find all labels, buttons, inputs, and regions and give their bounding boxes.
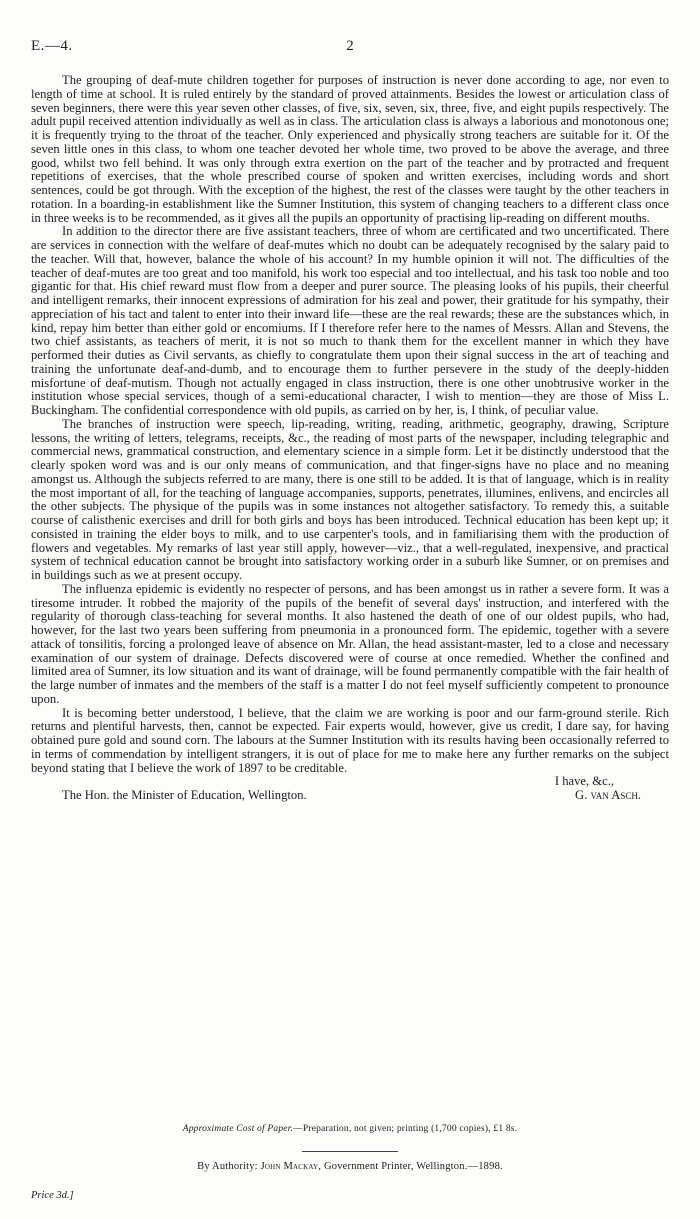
signature-initial: G. [575,788,591,802]
cost-detail: —Preparation, not given; printing (1,700 copies), £1 8s. [293,1124,518,1134]
price-note: Price 3d.] [31,1190,74,1201]
signature [575,789,641,803]
authority-prefix: By Authority: [197,1161,261,1172]
paragraph-instruction: The branches of instruction were speech, lip-reading, writing, reading, arithmetic, geography, drawing, Scripture lessons, the writing of letters, telegrams, receipts, &c., the reading of most parts of the newspaper, including telegraphic and commercial news, grammatical construction, and elementary science in a simple form. Let it be distinctly understood that the clearly spoken word was and is our only means of communication, and that finger-signs have no place and no meaning amongst us. Although the subjects referred to are many, there is one still to be added. It is that of language, which is in reality the most important of all, for the teaching of language accompanies, supports, penetrates, illumines, enlivens, and encircles all the other subjects. The physique of the pupils was in some instances not altogether satisfactory. To remedy this, a suitable course of calisthenic exercises and drill for both girls and boys has been introduced. Technical education has been kept up; it consisted in training the elder boys to milk, and to use carpenter's tools, and in familiarising them with the production of flowers and vegetables. My remarks of last year still apply, however—viz., that a well-regulated, inexpensive, and practical system of technical education cannot be brought into satisfactory working order in a suburb like Sumner, or on premises and in buildings such as we at present occupy. [31,416,669,582]
divider-rule [302,1151,398,1152]
report-body [31,74,669,804]
paragraph-grouping: The grouping of deaf-mute children together for purposes of instruction is never done according to age, nor even to length of time at school. It is ruled entirely by the standard of proved attainments. Besides the lowest or articulation class of seven beginners, there were this year seven other classes, of five, six, seven, six, three, five, and eight pupils respectively. The adult pupil received attention individually as well as in class. The articulation class is always a laborious and monotonous one; it is frequently trying to the throat of the teacher. Only experienced and physically strong teachers are suitable for it. Of the seven little ones in this class, to whom one teacher devoted her whole time, two proved to be above the average, and three good, whilst two fell behind. It was only through extra exertion on the part of the teacher and by protracted and frequent repetitions of exercises, that the whole prescribed course of spoken and written exercises, including words and short sentences, could be got through. With the exception of the highest, the rest of the classes were taught by the other teachers in rotation. In a boarding-in establishment like the Sumner Institution, this system of changing teachers to a different class once in three weeks is to be recommended, as it gives all the pupils an opportunity of practising lip-reading on different mouths. [31,73,669,225]
page-number: 2 [346,38,354,54]
printer-name: John Mackay [260,1161,319,1172]
cost-note [0,1124,700,1134]
closing-line: I have, &c., [554,774,614,789]
paragraph-conclusion: It is becoming better understood, I believe, that the claim we are working is poor and our farm-ground sterile. Rich returns and plentiful harvests, then, cannot be expected. Fair experts would, however, give us credit, I dare say, for having obtained pure gold and sound corn. The labours at the Sumner Institution with its results having been occasionally referred to in terms of commendation by intelligent strangers, it is out of place for me to make here any further remarks on the subject beyond stating that I believe the work of 1897 to be creditable. [31,705,669,775]
authority-suffix: , Government Printer, Wellington.—1898. [318,1161,503,1172]
page-header [31,38,669,60]
paragraph-teachers: In addition to the director there are five assistant teachers, three of whom are certificated and two uncertificated. There are services in connection with the welfare of deaf-mutes which no doubt can be adequately recognised by the salary paid to the teacher. Will that, however, balance the whole of his account? In my humble opinion it will not. The difficulties of the teacher of deaf-mutes are too great and too manifold, his work too especial and too intellectual, and his task too noble and too gigantic for that. His chief reward must flow from a deeper and purer source. The pleasing looks of his pupils, their cheerful and intelligent remarks, their innocent expressions of admiration for his zeal and power, their gratitude for his sympathy, their appreciation of his tact and talent to enter into their inward life—these are the real rewards; these are the substances which, in kind, repay him better than either gold or encomiums. If I therefore refer here to the names of Messrs. Allan and Stevens, the two chief assistants, as teachers of merit, it is not so much to thank them for the excellent manner in which they have performed their duties as Civil servants, as chiefly to congratulate them upon their signal success in the art of teaching and training the unfortunate deaf-and-dumb, and to encourage them to further persevere in the study of the deeply-hidden misfortune of deaf-mutism. Though not actually engaged in class instruction, there is one other unobtrusive worker in the institution whose special services, though of a semi-educational character, I wish to mention—they are those of Miss L. Buckingham. The confidential correspondence with old pupils, as carried on by her, is, I think, of peculiar value. [31,224,669,417]
printer-authority [0,1161,700,1172]
signature-name: van Asch. [590,788,641,802]
cost-label: Approximate Cost of Paper. [182,1124,294,1134]
addressee: The Hon. the Minister of Education, Wellington. [62,788,307,802]
document-reference: E.—4. [31,38,73,54]
signature-row [31,789,669,804]
paragraph-influenza: The influenza epidemic is evidently no respecter of persons, and has been amongst us in rather a severe form. It was a tiresome intruder. It robbed the majority of the pupils of the benefit of several days' instruction, and interfered with the regularity of thorough class-teaching for several months. It also hastened the death of one of our oldest pupils, who had, however, for the last two years been suffering from pneumonia in a pronounced form. The epidemic, together with a severe attack of tonsilitis, forcing a prolonged leave of absence on Mr. Allan, the head assistant-master, led to a close and necessary examination of our system of drainage. Defects discovered were of course at once remedied. Whether the confined and limited area of Sumner, its low situation and its want of drainage, will be found permanently compatible with the fair health of the large number of inmates and the members of the staff is a matter I do not feel myself sufficiently competent to pronounce upon. [31,581,669,706]
